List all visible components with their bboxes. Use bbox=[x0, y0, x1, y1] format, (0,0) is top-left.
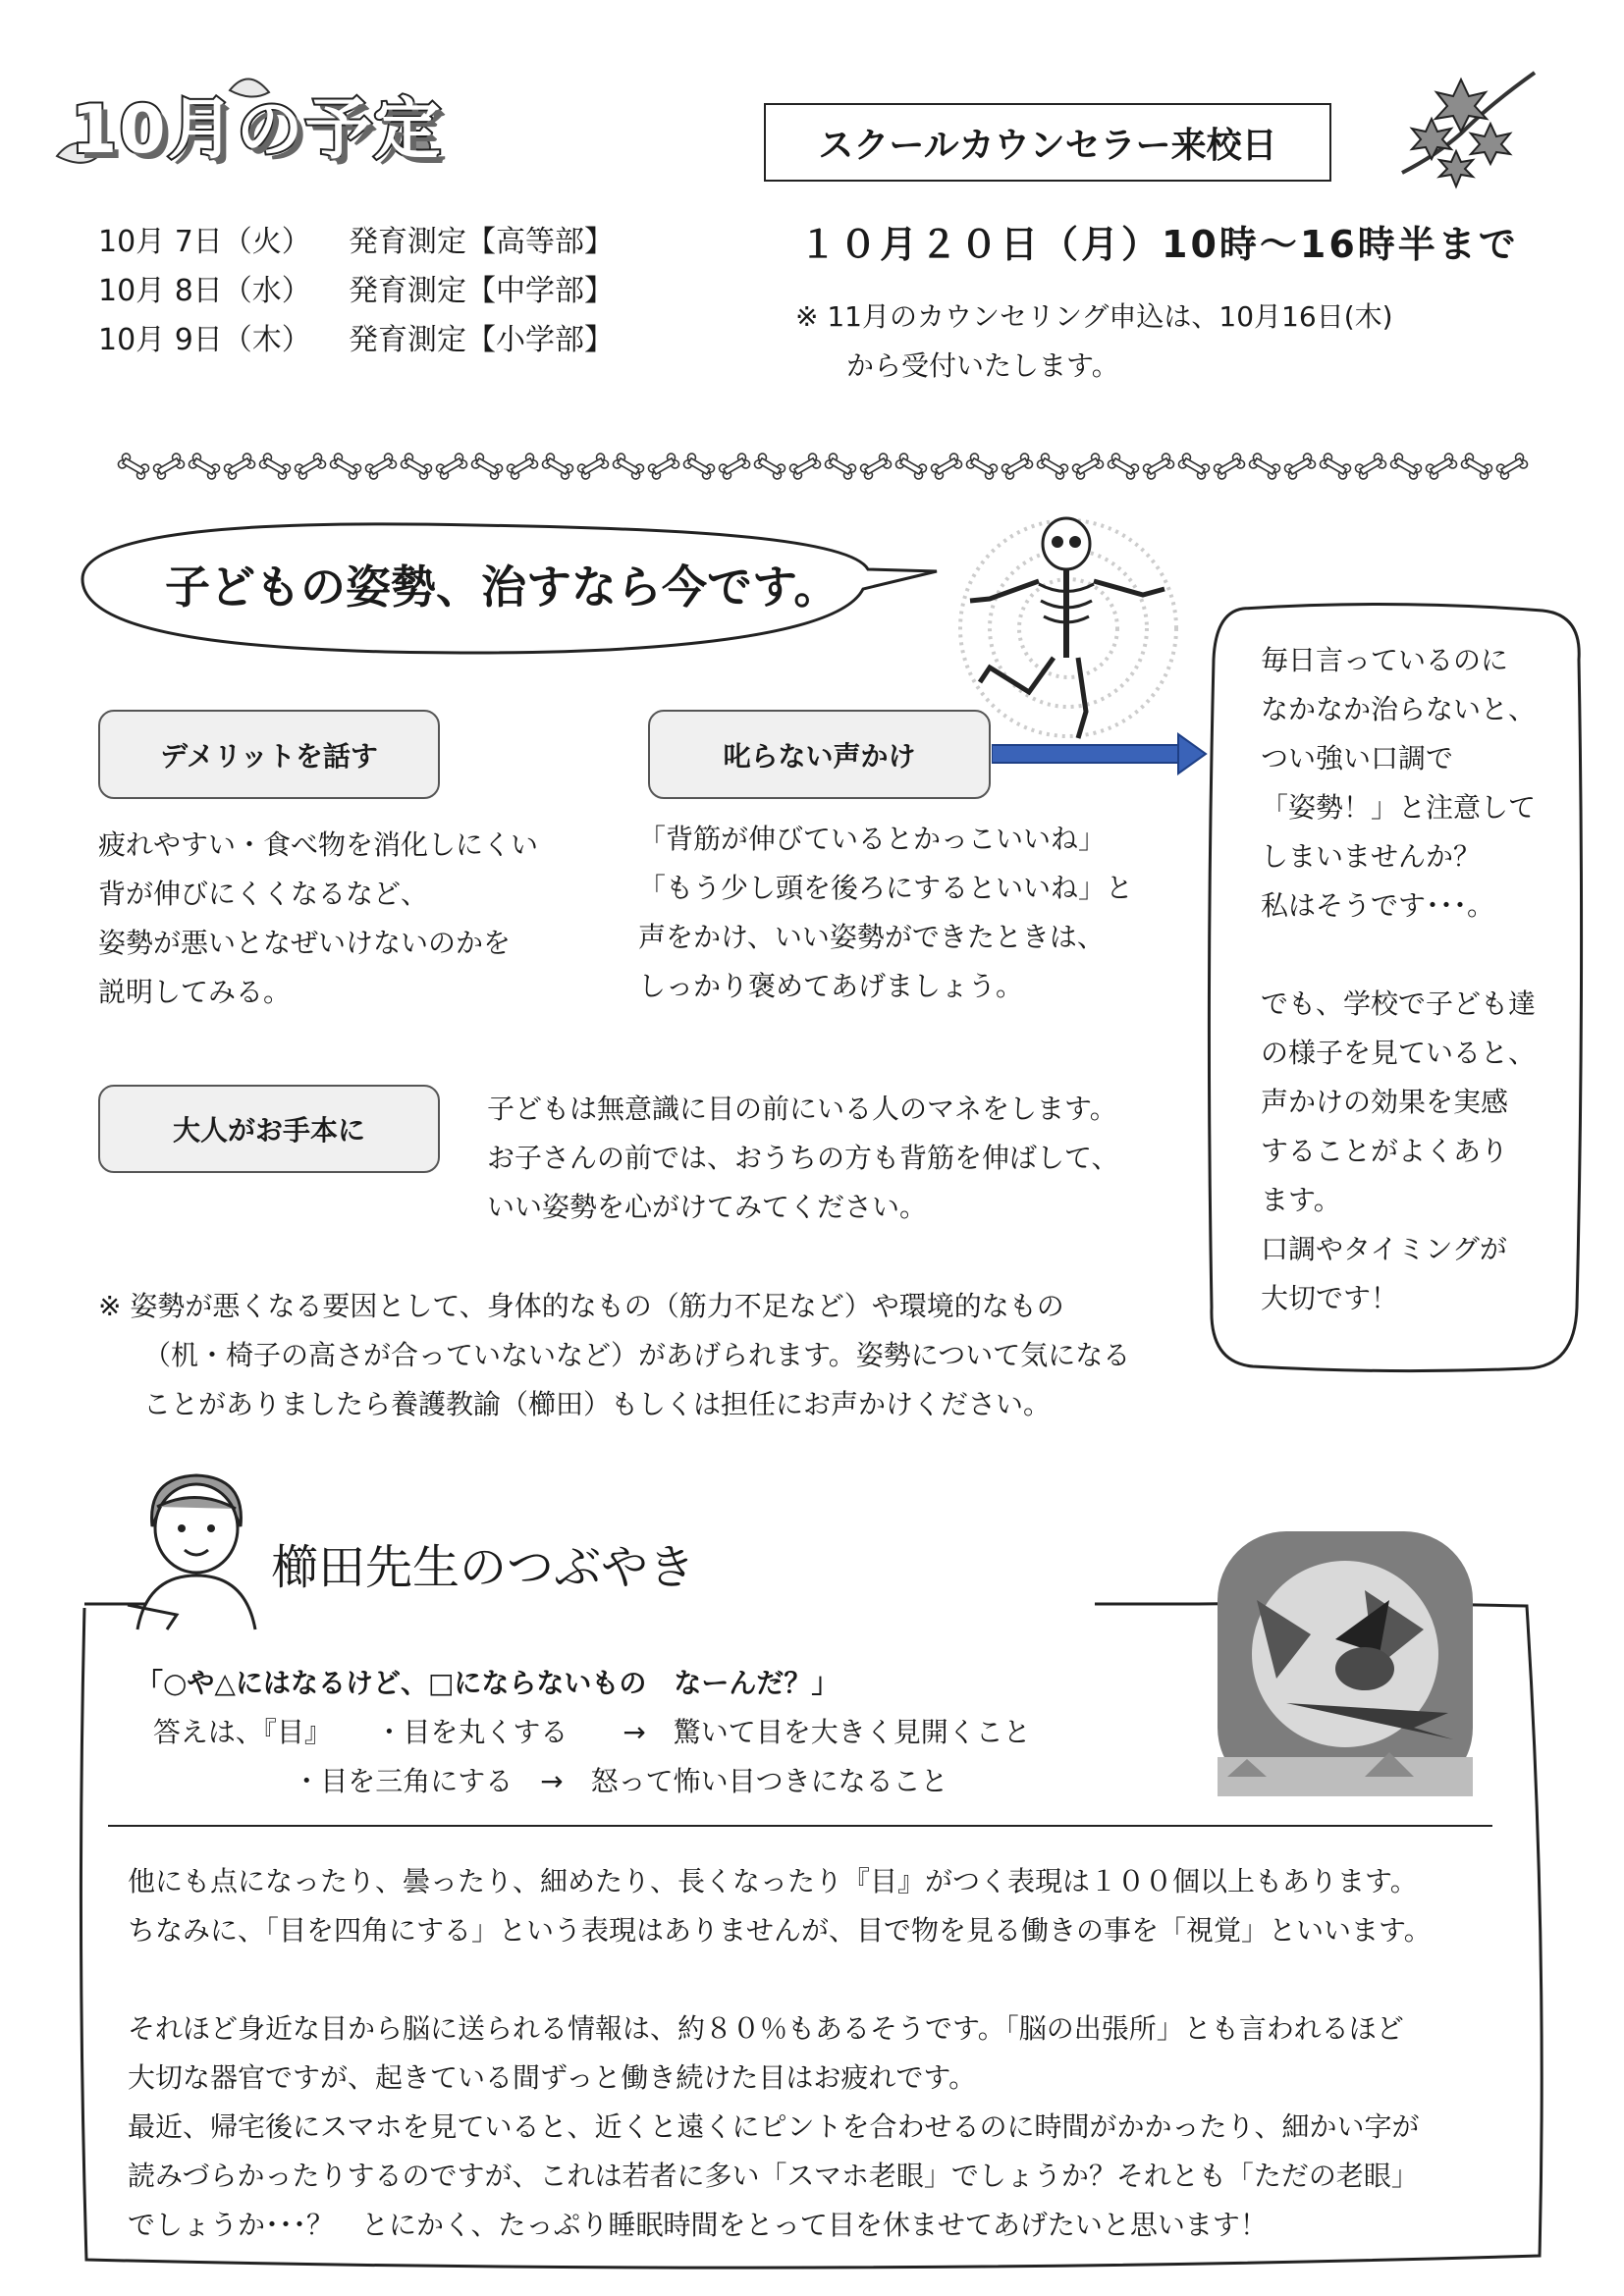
posture-note: ※ 姿勢が悪くなる要因として、身体的なもの（筋力不足など）や環境的なもの （机・椅子の高さが合っていないなど）があげられます。姿勢について気になる ことがありましたら養護教諭（櫛田）もしくは担任にお声かけください。 bbox=[98, 1290, 1131, 1420]
tip-text-no-scolding: 「背筋が伸びているとかっこいいね」 「もう少し頭を後ろにするといいね」と 声をかけ、いい姿勢ができたときは、 しっかり褒めてあげましょう。 bbox=[638, 823, 1134, 1002]
bone-divider bbox=[116, 447, 1569, 486]
tip-text-role-model: 子どもは無意識に目の前にいる人のマネをします。 お子さんの前では、おうちの方も背筋を伸ばして、 いい姿勢を心がけてみてください。 bbox=[487, 1093, 1119, 1223]
quiz-answer-row: 答えは、『目』 ・目を丸くする → 驚いて目を大きく見開くこと bbox=[152, 1716, 1031, 1748]
schedule-title: 10月の予定 bbox=[71, 91, 443, 169]
schedule-row: 10月 9日（木） 発育測定【小学部】 bbox=[98, 323, 614, 357]
quiz-block bbox=[135, 1659, 1031, 1806]
witch-moon-icon bbox=[1218, 1531, 1473, 1796]
quiz-question: 「○や△にはなるけど、□にならないもの なーんだ？」 bbox=[135, 1667, 839, 1699]
teacher-avatar-icon bbox=[108, 1468, 285, 1634]
counselor-date: １０月２０日（月）10時～16時半まで bbox=[799, 223, 1519, 266]
side-note-text: 毎日言っているのに なかなか治らないと、 つい強い口調で 「姿勢！」と注意して しまいませんか？ 私はそうです･･･。 でも、学校で子ども達 の様子を見ていると、 声かけの効果を実感 することがよくあり ます。 口調やタイミングが 大切です！ bbox=[1261, 644, 1537, 1314]
counselor-heading-box: スクールカウンセラー来校日 bbox=[764, 103, 1331, 182]
posture-headline: 子どもの姿勢、治すなら今です。 bbox=[165, 561, 839, 614]
quiz-answer-row: ・目を三角にする → 怒って怖い目つきになること bbox=[293, 1765, 948, 1797]
tip-label-demerit: デメリットを話す bbox=[98, 710, 440, 799]
tip-label-no-scolding: 叱らない声かけ bbox=[648, 710, 991, 799]
maple-branch-icon bbox=[1392, 65, 1540, 192]
schedule-row: 10月 8日（水） 発育測定【中学部】 bbox=[98, 274, 614, 308]
schedule-row: 10月 7日（火） 発育測定【高等部】 bbox=[98, 225, 614, 259]
sensei-title: 櫛田先生のつぶやき bbox=[271, 1540, 696, 1595]
right-arrow-icon bbox=[992, 732, 1208, 775]
sensei-body: 他にも点になったり、曇ったり、細めたり、長くなったり『目』がつく表現は１００個以上もあります。 ちなみに、「目を四角にする」という表現はありませんが、目で物を見る働きの事を「視覚」といいます。 それほど身近な目から脳に送られる情報は、約８０％もあるそうです。「脳の出張所」とも言われるほど 大切な器官ですが、起きている間ずっと働き続けた目はお疲れです。 最近、帰宅後にスマホを見ていると、近くと遠くにピントを合わせるのに時間がかかったり、細かい字が 読みづらかったりするのですが、これは若者に多い「スマホ老眼」でしょうか？それとも「ただの老眼」 でしょうか･･･？ とにかく、たっぷり睡眠時間をとって目を休ませてあげたいと思います！ bbox=[128, 1865, 1432, 2241]
tip-label-role-model: 大人がお手本に bbox=[98, 1085, 440, 1173]
tip-text-demerit: 疲れやすい・食べ物を消化しにくい 背が伸びにくくなるなど、 姿勢が悪いとなぜいけないのかを 説明してみる。 bbox=[98, 828, 539, 1008]
schedule-list bbox=[98, 218, 614, 365]
counselor-note: ※ 11月のカウンセリング申込は、10月16日(木) から受付いたします。 bbox=[795, 300, 1393, 382]
